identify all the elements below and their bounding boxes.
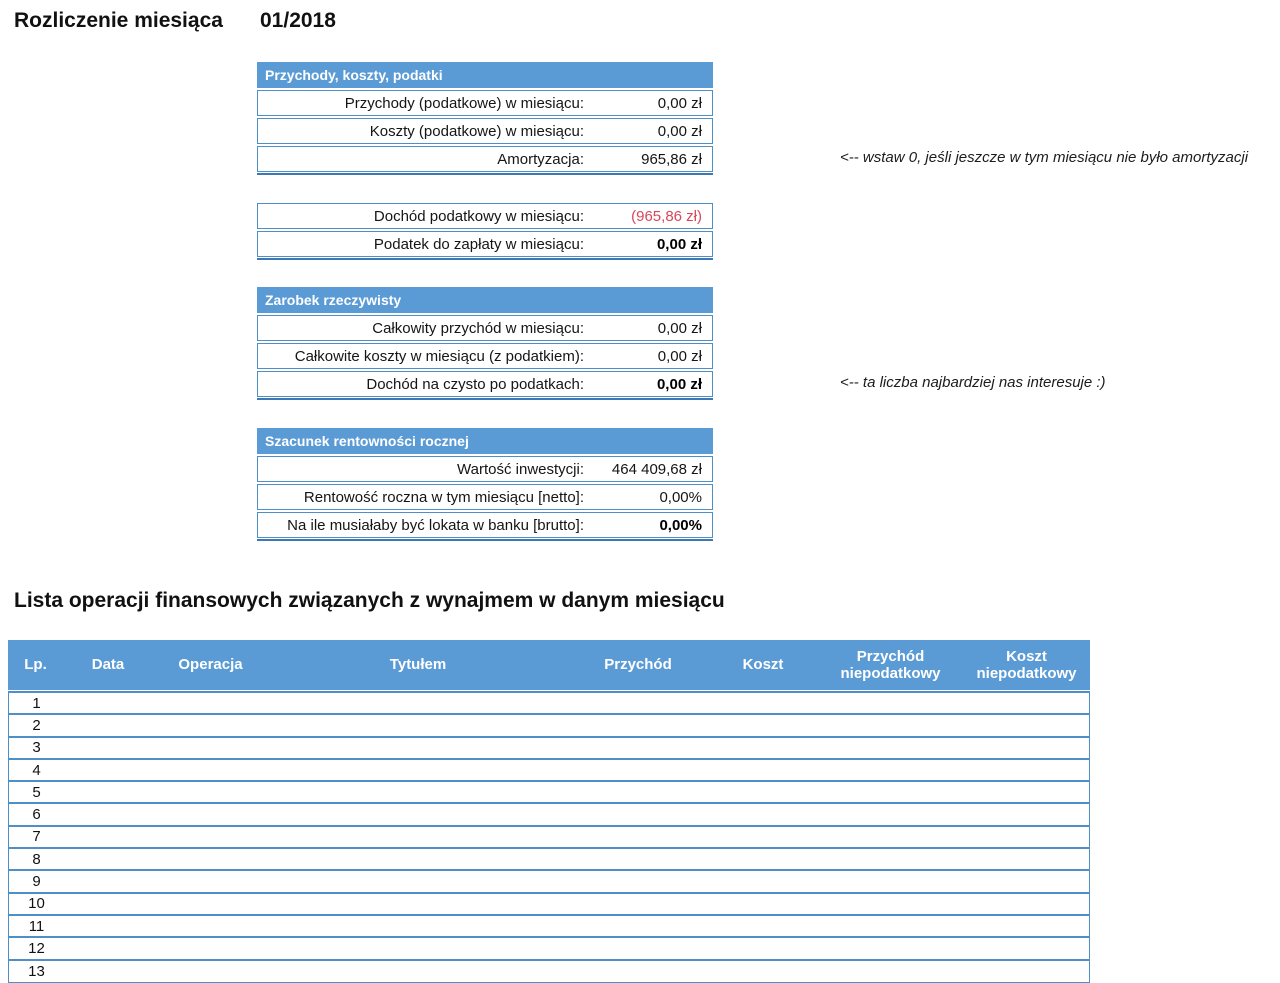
table-row [9,849,1089,871]
value-cell[interactable]: 464 409,68 zł [611,460,702,478]
row-label: Wartość inwestycji: [457,460,584,478]
row-number-cell: 8 [32,850,41,868]
row-label: Całkowity przychód w miesiącu: [372,319,584,337]
table-row [257,456,713,482]
row-number-cell: 6 [32,806,41,824]
table-row [9,760,1089,782]
empty-row-cells[interactable] [64,827,1089,847]
table-row [9,827,1089,849]
dochod-annotation: <-- ta liczba najbardziej nas interesuje :) [840,374,1106,391]
row-label: Dochód na czysto po podatkach: [366,375,584,393]
row-number-cell: 9 [32,873,41,891]
period-cell[interactable]: 01/2018 [260,9,336,32]
empty-row-cells[interactable] [64,894,1089,914]
operations-table-body [8,691,1090,983]
table-row [9,938,1089,960]
empty-row-cells[interactable] [64,804,1089,824]
table-row [9,715,1089,737]
col-header-tytulem: Tytułem [389,656,447,674]
row-number-cell: 5 [32,783,41,801]
empty-row-cells[interactable] [64,871,1089,891]
table-row [9,961,1089,983]
operations-table-header [8,640,1090,690]
empty-row-cells[interactable] [64,738,1089,758]
table-header: Szacunek rentowności rocznej [257,428,713,454]
row-number-cell: 1 [32,694,41,712]
table-row [257,146,713,172]
value-cell[interactable]: 0,00% [659,488,702,506]
table-row [257,118,713,144]
col-header-koszt: Koszt [742,656,784,674]
col-header-lp: Lp. [24,656,47,674]
table-row [9,871,1089,893]
row-number-cell: 12 [28,939,45,957]
table-header: Przychody, koszty, podatki [257,62,713,88]
row-number-cell: 11 [28,917,45,935]
table-row [9,916,1089,938]
table-header: Zarobek rzeczywisty [257,287,713,313]
value-cell[interactable]: 0,00 zł [657,122,702,140]
col-header-operacja: Operacja [178,656,243,674]
row-number-cell: 3 [32,739,41,757]
table-row [9,738,1089,760]
row-label: Na ile musiałaby być lokata w banku [brutto]: [287,516,584,534]
value-cell[interactable]: 0,00 zł [657,347,702,365]
operations-table [8,640,1090,983]
table-row [257,484,713,510]
table-row [9,782,1089,804]
empty-row-cells[interactable] [64,715,1089,735]
table-dochod-podatkowy [257,203,713,260]
table-row [9,894,1089,916]
row-label: Całkowite koszty w miesiącu (z podatkiem): [294,347,584,365]
table-row [257,231,713,257]
table-row [257,343,713,369]
table-row [257,512,713,538]
operations-section-title: Lista operacji finansowych związanych z wynajmem w danym miesiącu [14,589,725,612]
col-header-przychod-niepodatkowy: Przychód niepodatkowy [840,647,941,682]
col-header-data: Data [91,656,125,674]
value-cell[interactable]: 0,00 zł [656,235,702,253]
table-zarobek-rzeczywisty [257,287,713,400]
table-row [9,804,1089,826]
col-header-przychod: Przychód [604,656,672,674]
value-cell[interactable]: 0,00 zł [656,375,702,393]
row-label: Podatek do zapłaty w miesiącu: [373,235,584,253]
col-header-koszt-niepodatkowy: Koszt niepodatkowy [976,647,1077,682]
row-label: Dochód podatkowy w miesiącu: [373,207,584,225]
table-row [257,203,713,229]
row-number-cell: 2 [32,716,41,734]
table-przychody-koszty-podatki [257,62,713,175]
empty-row-cells[interactable] [64,760,1089,780]
row-number-cell: 4 [32,761,41,779]
table-szacunek-rentownosci [257,428,713,541]
amortyzacja-annotation: <-- wstaw 0, jeśli jeszcze w tym miesiącu nie było amortyzacji [840,149,1249,166]
empty-row-cells[interactable] [64,849,1089,869]
table-row [9,693,1089,715]
value-cell[interactable]: 0,00 zł [657,94,702,112]
empty-row-cells[interactable] [64,961,1089,982]
value-cell-negative[interactable]: (965,86 zł) [631,207,702,225]
table-row [257,90,713,116]
table-row [257,371,713,397]
row-number-cell: 7 [32,828,41,846]
row-number-cell: 10 [28,895,45,913]
empty-row-cells[interactable] [64,916,1089,936]
row-label: Rentowość roczna w tym miesiącu [netto]: [303,488,584,506]
row-number-cell: 13 [28,962,45,980]
value-cell[interactable]: 0,00% [659,516,702,534]
page-title: Rozliczenie miesiąca [14,9,223,32]
empty-row-cells[interactable] [64,938,1089,958]
value-cell[interactable]: 965,86 zł [641,150,702,168]
row-label: Koszty (podatkowe) w miesiącu: [369,122,584,140]
value-cell[interactable]: 0,00 zł [657,319,702,337]
empty-row-cells[interactable] [64,782,1089,802]
row-label: Przychody (podatkowe) w miesiącu: [344,94,584,112]
empty-row-cells[interactable] [64,693,1089,713]
table-row [257,315,713,341]
row-label: Amortyzacja: [497,150,584,168]
